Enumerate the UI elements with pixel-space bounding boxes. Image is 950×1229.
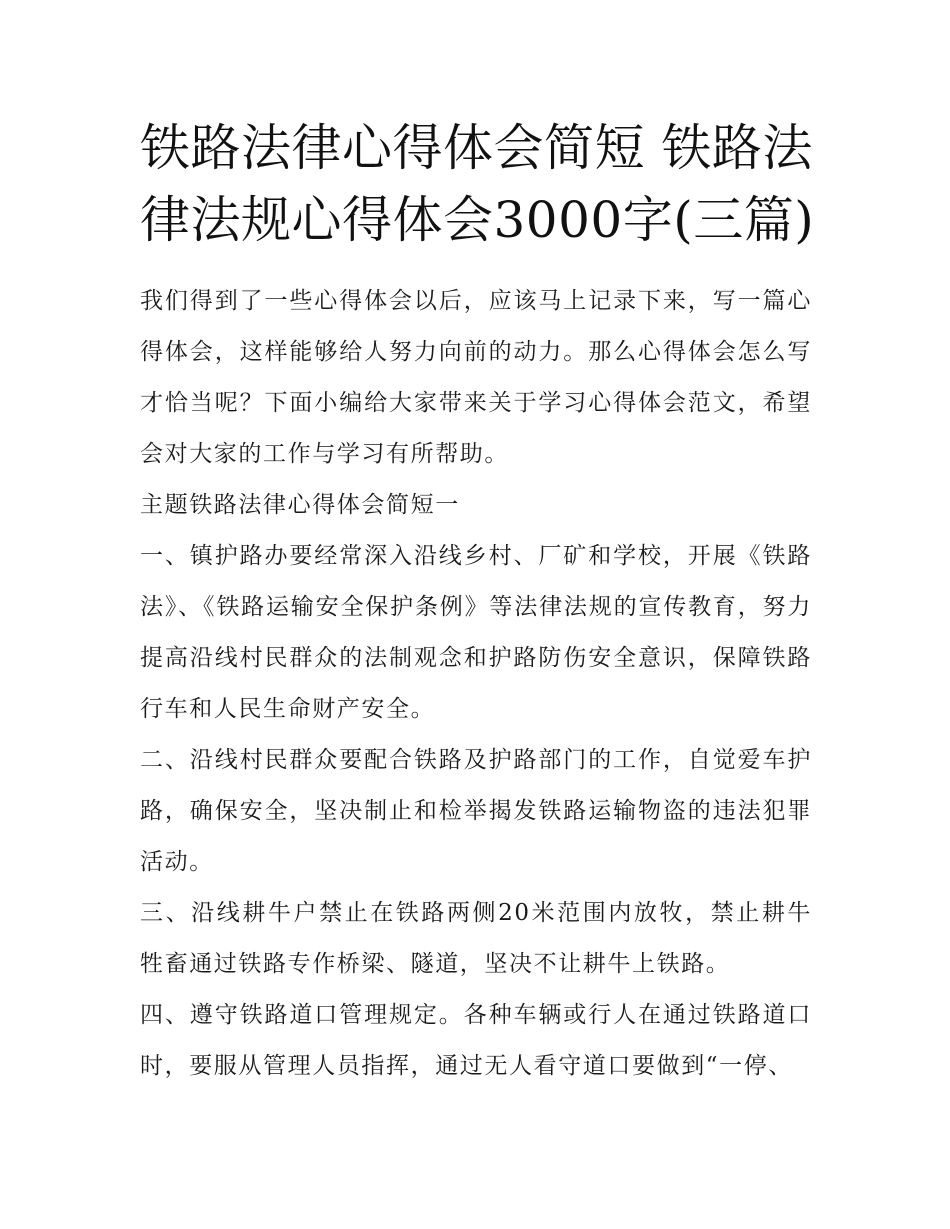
- document-title: 铁路法律心得体会简短 铁路法律法规心得体会3000字(三篇): [140, 119, 815, 249]
- paragraph-item-2: 二、沿线村民群众要配合铁路及护路部门的工作，自觉爱车护路，确保安全，坚决制止和检举揭发铁路运输物盗的违法犯罪活动。: [140, 747, 812, 875]
- paragraph-item-4: 四、遵守铁路道口管理规定。各种车辆或行人在通过铁路道口时，要服从管理人员指挥，通过无人看守道口要做到“一停、: [140, 1002, 812, 1079]
- intro-paragraph: 我们得到了一些心得体会以后，应该马上记录下来，写一篇心得体会，这样能够给人努力向前的动力。那么心得体会怎么写才恰当呢？下面小编给大家带来关于学习心得体会范文，希望会对大家的工作与学习有所帮助。: [140, 288, 812, 467]
- document-body: [140, 276, 812, 1092]
- paragraph-item-3: 三、沿线耕牛户禁止在铁路两侧20米范围内放牧，禁止耕牛牲畜通过铁路专作桥梁、隧道，坚决不让耕牛上铁路。: [140, 900, 812, 977]
- section-heading: 主题铁路法律心得体会简短一: [140, 492, 460, 518]
- paragraph-item-1: 一、镇护路办要经常深入沿线乡村、厂矿和学校，开展《铁路法》、《铁路运输安全保护条例》等法律法规的宣传教育，努力提高沿线村民群众的法制观念和护路防伤安全意识，保障铁路行车和人民生命财产安全。: [140, 543, 812, 722]
